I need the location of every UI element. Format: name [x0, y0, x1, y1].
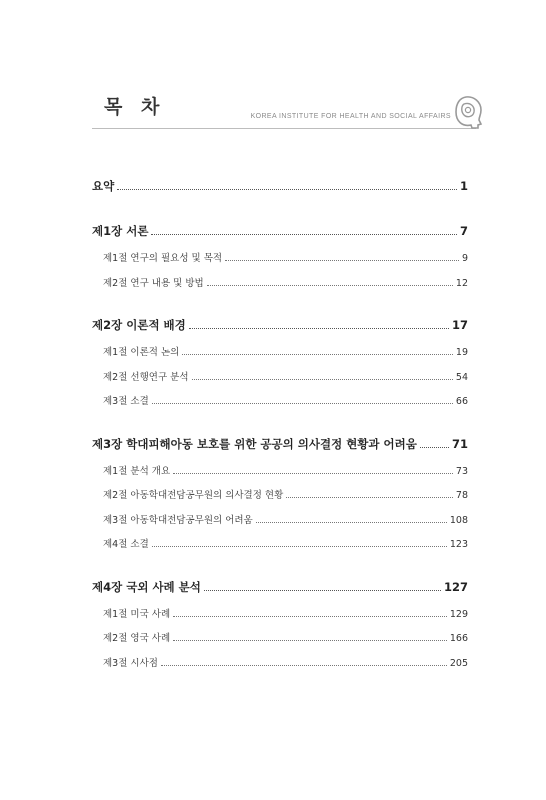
toc-entry-label: 제2장 이론적 배경	[92, 317, 189, 333]
toc-section-row[interactable]	[92, 341, 468, 366]
header-rule	[92, 128, 476, 129]
toc-page-number: 166	[447, 627, 468, 652]
toc-page-number: 12	[453, 272, 468, 297]
dot-leader	[189, 328, 449, 329]
dot-leader	[173, 616, 447, 617]
institute-name: KOREA INSTITUTE FOR HEALTH AND SOCIAL AFFAIRS	[250, 113, 451, 120]
toc-entry-label: 제3절 아동학대전담공무원의 어려움	[103, 509, 256, 534]
dot-leader	[161, 665, 447, 666]
dot-leader	[286, 497, 453, 498]
toc-page-number: 123	[447, 533, 468, 558]
page-title: 목 차	[104, 96, 166, 118]
toc-page-number: 9	[459, 247, 468, 272]
toc-section-row[interactable]	[92, 366, 468, 391]
toc-page-number: 7	[457, 224, 468, 238]
toc-entry-label: 제1절 미국 사례	[103, 603, 173, 628]
toc-page-number: 129	[447, 603, 468, 628]
toc-page-number: 108	[447, 509, 468, 534]
toc-chapter-row[interactable]	[92, 579, 468, 603]
toc-page-number: 71	[449, 437, 468, 451]
toc-section-row[interactable]	[92, 390, 468, 415]
toc-entry-label: 제1절 연구의 필요성 및 목적	[103, 247, 225, 272]
dot-leader	[207, 285, 453, 286]
toc-section-row[interactable]	[92, 460, 468, 485]
toc-chapter-row[interactable]	[92, 178, 468, 202]
head-logo-icon	[452, 94, 484, 130]
toc-entry-label: 제4장 국외 사례 분석	[92, 579, 204, 595]
dot-leader	[225, 260, 459, 261]
dot-leader	[151, 234, 457, 235]
toc-section-row[interactable]	[92, 652, 468, 677]
toc-section-row[interactable]	[92, 272, 468, 297]
toc-chapter-row[interactable]	[92, 436, 468, 460]
toc-page-number: 54	[453, 366, 468, 391]
toc-section-row[interactable]	[92, 627, 468, 652]
dot-leader	[152, 403, 453, 404]
toc-entry-label: 제4절 소결	[103, 533, 152, 558]
toc-section-row[interactable]	[92, 484, 468, 509]
dot-leader	[117, 189, 457, 190]
toc-page-number: 19	[453, 341, 468, 366]
toc-chapter-row[interactable]	[92, 223, 468, 247]
dot-leader	[192, 379, 453, 380]
toc-page-number: 205	[447, 652, 468, 677]
toc-entry-label: 요약	[92, 178, 117, 194]
toc-entry-label: 제2절 아동학대전담공무원의 의사결정 현황	[103, 484, 286, 509]
toc-page-number: 78	[453, 484, 468, 509]
dot-leader	[182, 354, 453, 355]
toc-page-number: 17	[449, 318, 468, 332]
toc-section-row[interactable]	[92, 533, 468, 558]
toc-page-number: 73	[453, 460, 468, 485]
dot-leader	[173, 640, 447, 641]
toc-entry-label: 제1절 분석 개요	[103, 460, 173, 485]
toc-page-number: 1	[457, 179, 468, 193]
dot-leader	[173, 473, 453, 474]
toc-chapter-row[interactable]	[92, 317, 468, 341]
toc-entry-label: 제3절 시사점	[103, 652, 161, 677]
toc-section-row[interactable]	[92, 603, 468, 628]
toc-section-row[interactable]	[92, 247, 468, 272]
dot-leader	[420, 447, 449, 448]
toc-entry-label: 제2절 연구 내용 및 방법	[103, 272, 207, 297]
dot-leader	[152, 546, 447, 547]
toc-section-row[interactable]	[92, 509, 468, 534]
table-of-contents	[92, 178, 468, 676]
toc-page-number: 127	[441, 580, 468, 594]
dot-leader	[204, 590, 441, 591]
toc-entry-label: 제1장 서론	[92, 223, 151, 239]
toc-entry-label: 제2절 선행연구 분석	[103, 366, 192, 391]
toc-entry-label: 제3절 소결	[103, 390, 152, 415]
toc-entry-label: 제2절 영국 사례	[103, 627, 173, 652]
toc-entry-label: 제3장 학대피해아동 보호를 위한 공공의 의사결정 현황과 어려움	[92, 436, 420, 452]
toc-entry-label: 제1절 이론적 논의	[103, 341, 182, 366]
toc-page-number: 66	[453, 390, 468, 415]
dot-leader	[256, 522, 447, 523]
